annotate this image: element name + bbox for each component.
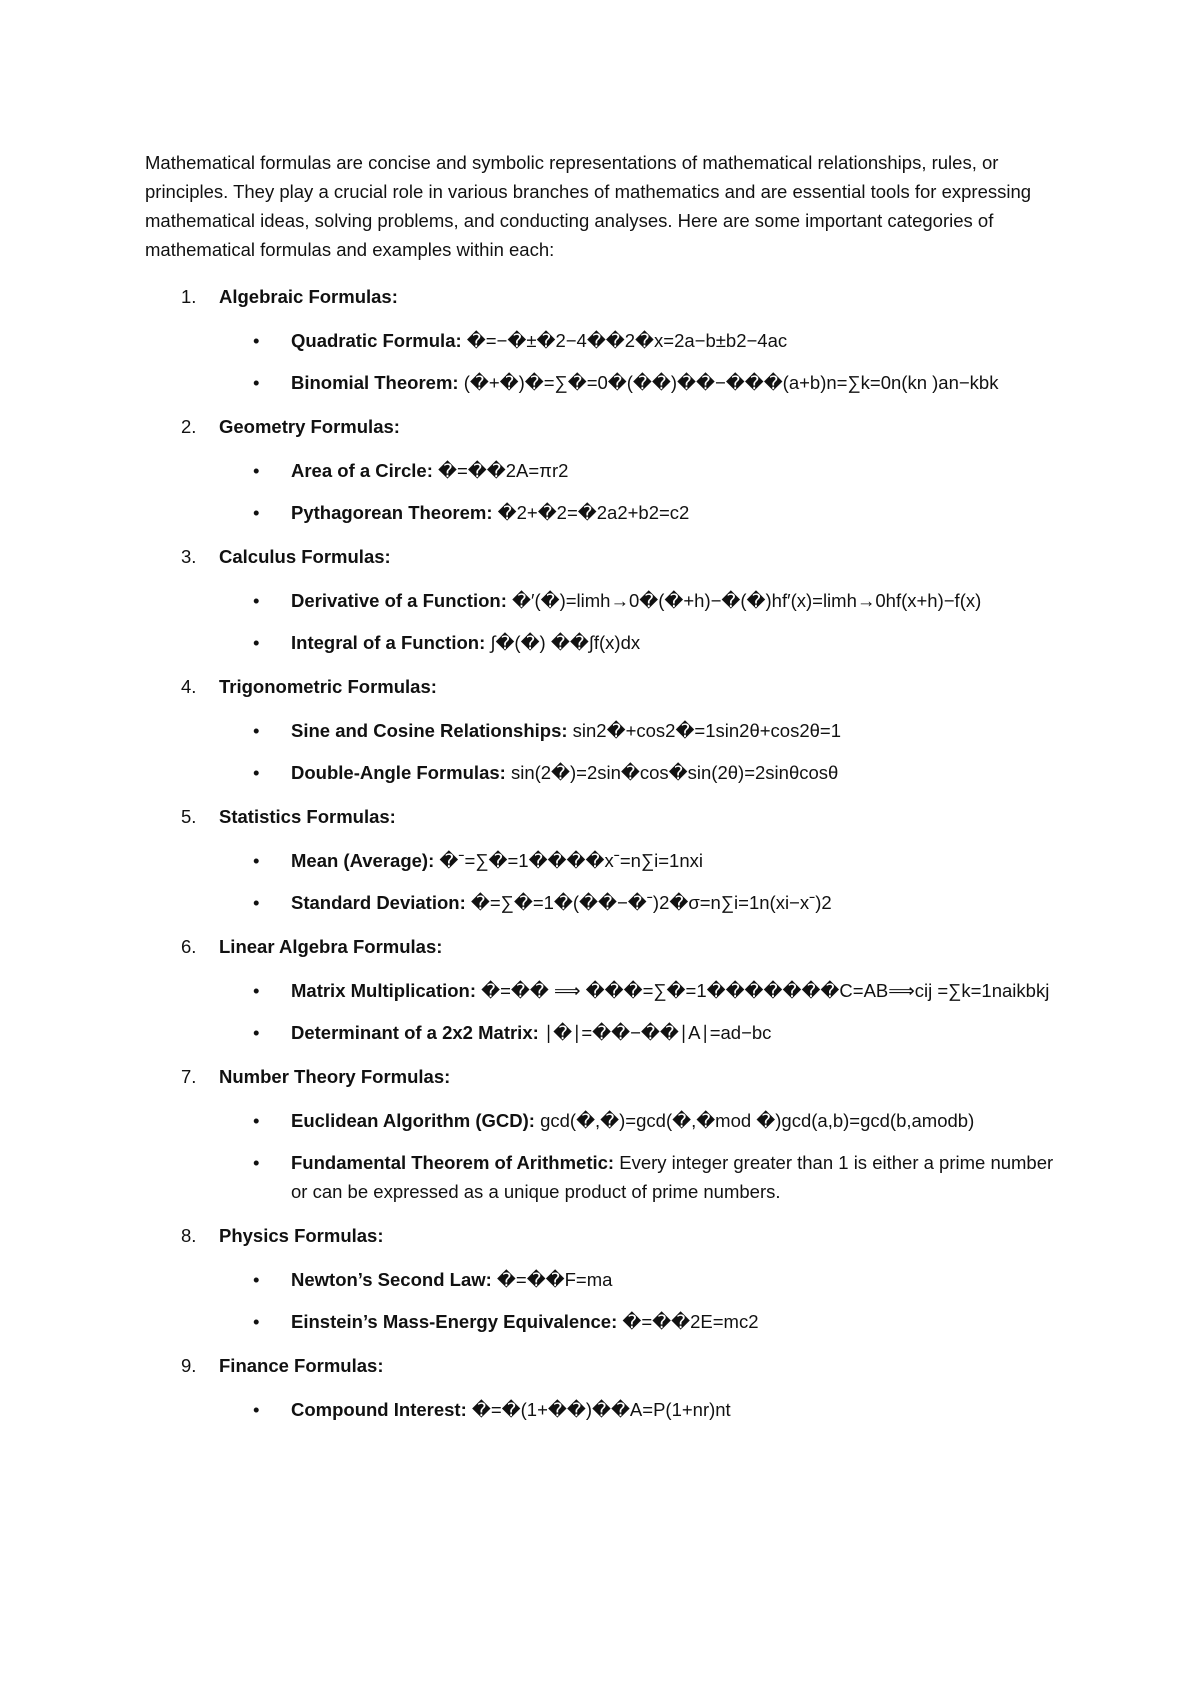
formula-label: Integral of a Function: [291, 632, 486, 653]
formula-list [145, 1106, 1065, 1206]
section-heading [145, 280, 1065, 313]
section-title: Statistics Formulas: [219, 806, 396, 827]
formula-list [145, 326, 1065, 397]
section-title: Geometry Formulas: [219, 416, 400, 437]
formula-item [145, 976, 1065, 1005]
formula-item [145, 888, 1065, 917]
formula-item [145, 1307, 1065, 1336]
section-heading [145, 540, 1065, 573]
section-title: Algebraic Formulas: [219, 286, 398, 307]
formula-item [145, 1106, 1065, 1135]
formula-text: sin2�+cos2�=1sin2θ+cos2θ=1 [572, 720, 841, 741]
section-6 [145, 930, 1065, 1047]
formula-item [145, 846, 1065, 875]
bullet-icon: • [253, 460, 260, 481]
section-3 [145, 540, 1065, 657]
section-number: 9. [181, 1355, 197, 1376]
bullet-icon: • [253, 502, 260, 523]
formula-text: �=−�±�2−4��2�x=2a−b±b2−4ac [466, 330, 788, 351]
section-number: 8. [181, 1225, 197, 1246]
section-title: Physics Formulas: [219, 1225, 384, 1246]
formula-label: Mean (Average): [291, 850, 435, 871]
bullet-icon: • [253, 1399, 260, 1420]
formula-item [145, 456, 1065, 485]
section-number: 1. [181, 286, 197, 307]
bullet-icon: • [253, 892, 260, 913]
section-number: 2. [181, 416, 197, 437]
bullet-icon: • [253, 980, 260, 1001]
section-4 [145, 670, 1065, 787]
formula-text: �=��2E=mc2 [622, 1311, 759, 1332]
formula-list [145, 1265, 1065, 1336]
formula-text: ∫�(�) ��∫f(x)dx [490, 632, 641, 653]
formula-label: Newton’s Second Law: [291, 1269, 492, 1290]
bullet-icon: • [253, 720, 260, 741]
bullet-icon: • [253, 590, 260, 611]
formula-item [145, 1265, 1065, 1294]
section-number: 5. [181, 806, 197, 827]
formula-text: �ˉ=∑�=1����xˉ=n∑i=1nxi [439, 850, 703, 871]
section-heading [145, 800, 1065, 833]
formula-sections [145, 280, 1065, 1437]
section-9 [145, 1349, 1065, 1424]
formula-text: ∣�∣=��−��∣A∣=ad−bc [543, 1022, 772, 1043]
formula-text: �′(�)=lim⁡h→0�(�+h)−�(�)hf′(x)=limh→0hf(x+h)−f(x) [512, 590, 982, 611]
formula-label: Quadratic Formula: [291, 330, 462, 351]
section-heading [145, 930, 1065, 963]
formula-text: �=�� ⟹ ���=∑�=1�������C=AB⟹cij =∑k=1naikbkj [481, 980, 1050, 1001]
bullet-icon: • [253, 632, 260, 653]
bullet-icon: • [253, 1269, 260, 1290]
formula-item [145, 628, 1065, 657]
formula-list [145, 846, 1065, 917]
formula-text: �=��F=ma [496, 1269, 613, 1290]
section-title: Linear Algebra Formulas: [219, 936, 443, 957]
formula-label: Derivative of a Function: [291, 590, 507, 611]
formula-text: �=∑�=1�(��−�ˉ)2�σ=n∑i=1n(xi−xˉ)2 [470, 892, 832, 913]
section-7 [145, 1060, 1065, 1206]
formula-label: Determinant of a 2x2 Matrix: [291, 1022, 539, 1043]
formula-list [145, 976, 1065, 1047]
formula-text: sin(2�)=2sin�cos�sin(2θ)=2sinθcosθ [510, 762, 839, 783]
formula-text: gcd(�,�)=gcd(�,�mod �)gcd(a,b)=gcd(b,amodb) [540, 1110, 975, 1131]
formula-text: �=�(1+��)��A=P(1+nr)nt [471, 1399, 731, 1420]
formula-list [145, 456, 1065, 527]
formula-text: Every integer greater than 1 is either a prime number or can be expressed as a unique product of prime numbers. [291, 1152, 1054, 1202]
section-heading [145, 1349, 1065, 1382]
section-number: 4. [181, 676, 197, 697]
formula-text: (�+�)�=∑�=0�(��)��−���(a+b)n=∑k=0n(kn )an−kbk [463, 372, 999, 393]
formula-list [145, 1395, 1065, 1424]
formula-label: Pythagorean Theorem: [291, 502, 493, 523]
formula-label: Matrix Multiplication: [291, 980, 476, 1001]
bullet-icon: • [253, 330, 260, 351]
section-5 [145, 800, 1065, 917]
formula-item [145, 498, 1065, 527]
formula-label: Fundamental Theorem of Arithmetic: [291, 1152, 615, 1173]
section-number: 7. [181, 1066, 197, 1087]
bullet-icon: • [253, 762, 260, 783]
formula-item [145, 1395, 1065, 1424]
formula-list [145, 586, 1065, 657]
formula-item [145, 1148, 1065, 1206]
section-8 [145, 1219, 1065, 1336]
formula-item [145, 758, 1065, 787]
intro-paragraph: Mathematical formulas are concise and symbolic representations of mathematical relationships, rules, or principles. They play a crucial role in various branches of mathematics and are essential tools for expressing mathematical ideas, solving problems, and conducting analyses. Here are some important categories of mathematical formulas and examples within each: [145, 152, 1032, 260]
formula-text: �2+�2=�2a2+b2=c2 [497, 502, 690, 523]
section-title: Finance Formulas: [219, 1355, 384, 1376]
bullet-icon: • [253, 1152, 260, 1173]
section-number: 6. [181, 936, 197, 957]
formula-label: Area of a Circle: [291, 460, 433, 481]
formula-label: Standard Deviation: [291, 892, 466, 913]
formula-text: �=��2A=πr2 [438, 460, 569, 481]
bullet-icon: • [253, 372, 260, 393]
formula-item [145, 368, 1065, 397]
formula-label: Binomial Theorem: [291, 372, 459, 393]
bullet-icon: • [253, 850, 260, 871]
section-title: Trigonometric Formulas: [219, 676, 437, 697]
formula-item [145, 586, 1065, 615]
formula-label: Compound Interest: [291, 1399, 467, 1420]
section-heading [145, 1219, 1065, 1252]
section-heading [145, 670, 1065, 703]
formula-item [145, 326, 1065, 355]
formula-list [145, 716, 1065, 787]
formula-item [145, 1018, 1065, 1047]
bullet-icon: • [253, 1110, 260, 1131]
formula-item [145, 716, 1065, 745]
section-2 [145, 410, 1065, 527]
formula-label: Sine and Cosine Relationships: [291, 720, 568, 741]
formula-label: Einstein’s Mass-Energy Equivalence: [291, 1311, 618, 1332]
section-1 [145, 280, 1065, 397]
formula-label: Euclidean Algorithm (GCD): [291, 1110, 535, 1131]
section-number: 3. [181, 546, 197, 567]
bullet-icon: • [253, 1311, 260, 1332]
bullet-icon: • [253, 1022, 260, 1043]
section-title: Calculus Formulas: [219, 546, 391, 567]
section-title: Number Theory Formulas: [219, 1066, 451, 1087]
section-heading [145, 410, 1065, 443]
formula-label: Double-Angle Formulas: [291, 762, 506, 783]
section-heading [145, 1060, 1065, 1093]
